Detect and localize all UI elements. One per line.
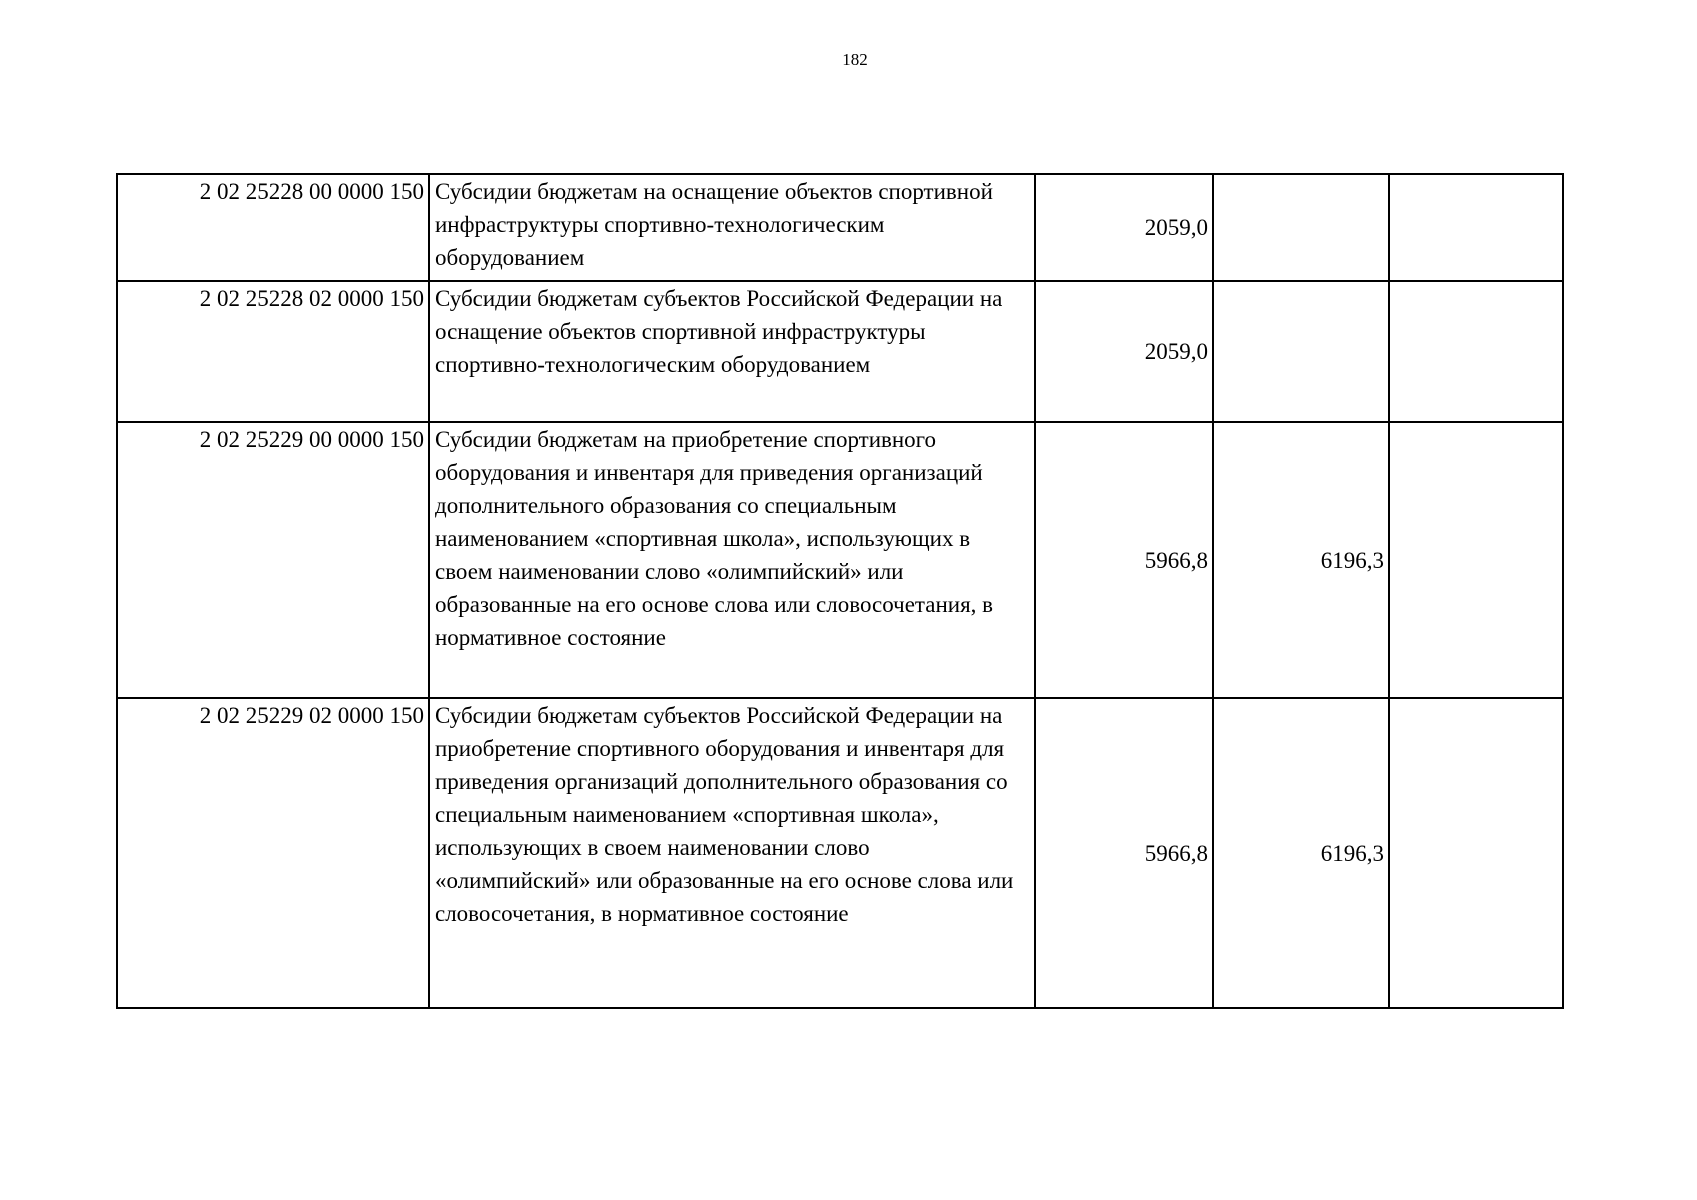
amount-cell-1: 5966,8 [1035, 698, 1213, 1008]
budget-code-cell: 2 02 25229 00 0000 150 [117, 422, 429, 698]
amount-cell-3 [1389, 698, 1563, 1008]
amount-cell-3 [1389, 422, 1563, 698]
amount-cell-3 [1389, 281, 1563, 422]
table-row [117, 422, 1563, 698]
amount-cell-2: 6196,3 [1213, 422, 1389, 698]
budget-code-cell: 2 02 25229 02 0000 150 [117, 698, 429, 1008]
amount-cell-1: 5966,8 [1035, 422, 1213, 698]
table-row [117, 174, 1563, 281]
amount-cell-2 [1213, 281, 1389, 422]
table-row [117, 698, 1563, 1008]
amount-cell-3 [1389, 174, 1563, 281]
table-row [117, 281, 1563, 422]
amount-cell-2 [1213, 174, 1389, 281]
description-cell: Субсидии бюджетам субъектов Российской Федерации на оснащение объектов спортивной инфраструктуры спортивно-технологическим оборудованием [429, 281, 1035, 422]
amount-cell-1: 2059,0 [1035, 281, 1213, 422]
budget-code-cell: 2 02 25228 02 0000 150 [117, 281, 429, 422]
description-cell: Субсидии бюджетам на оснащение объектов спортивной инфраструктуры спортивно-технологическим оборудованием [429, 174, 1035, 281]
budget-revenue-table [116, 173, 1564, 1009]
page-number: 182 [842, 50, 868, 69]
budget-code-cell: 2 02 25228 00 0000 150 [117, 174, 429, 281]
description-cell: Субсидии бюджетам на приобретение спортивного оборудования и инвентаря для приведения организаций дополнительного образования со специальным наименованием «спортивная школа», использующих в своем наименовании слово «олимпийский» или образованные на его основе слова или словосочетания, в нормативное состояние [429, 422, 1035, 698]
amount-cell-1: 2059,0 [1035, 174, 1213, 281]
description-cell: Субсидии бюджетам субъектов Российской Федерации на приобретение спортивного оборудования и инвентаря для приведения организаций дополнительного образования со специальным наименованием «спортивная школа», использующих в своем наименовании слово «олимпийский» или образованные на его основе слова или словосочетания, в нормативное состояние [429, 698, 1035, 1008]
amount-cell-2: 6196,3 [1213, 698, 1389, 1008]
